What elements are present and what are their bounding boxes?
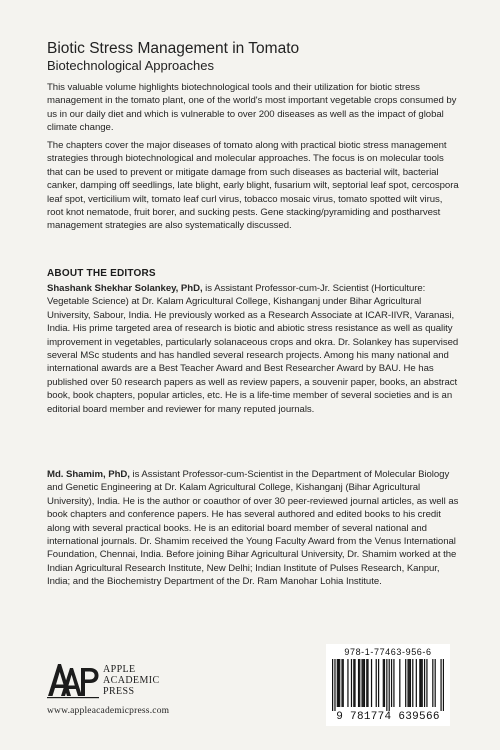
barcode-bar	[334, 659, 335, 711]
barcode-bar	[351, 659, 352, 707]
barcode-bar	[366, 659, 367, 707]
barcode-bar	[359, 659, 360, 707]
book-title: Biotic Stress Management in Tomato	[47, 40, 300, 57]
barcode-digits: 9 781774 639566	[336, 711, 440, 723]
barcode-bar	[332, 659, 333, 711]
editor-1-bio: is Assistant Professor-cum-Jr. Scientist (Horticulture: Vegetable Science) at Dr. Kalam Agricultural College, Kishanganj under Bihar Agricultural University, Sabour, India. He previously worked as a Research Associate at ICAR-IIVR, Varanasi, India. His prime targeted area of research is biotic and abiotic stress resistance as well as quality improvement in vegetables, particularly solanaceous crops and okra. Dr. Solankey has supervised several MSc students and has handled several research projects. Among his many national and international awards are a Best Teacher Award and Best Researcher Award by BAU. He has published over 50 research papers as well as review papers, a souvenir paper, books, an abstract book, book chapters, popular articles, etc. He is a life-time member of several societies and is an editorial board member and reviewer for many reputed journals.	[47, 283, 459, 415]
barcode-bar	[432, 659, 433, 707]
barcode-bar	[443, 659, 444, 711]
publisher-name: APPLE ACADEMIC PRESS	[103, 664, 160, 697]
barcode-bar	[354, 659, 355, 707]
book-subtitle: Biotechnological Approaches	[47, 58, 214, 73]
barcode-bar	[338, 659, 339, 707]
editor-2-name: Md. Shamim, PhD,	[47, 469, 130, 480]
barcode-bar	[337, 659, 338, 707]
description-paragraph-2: The chapters cover the major diseases of tomato along with practical biotic stress management strategies through biotechnological and molecular approaches. The focus is on molecular tools that can be used to prevent or mitigate damage from such diseases as bacterial wilt, bacterial canker, damping off seedlings, late blight, early blight, fusarium wilt, septorial leaf spot, cercospora leaf spot, verticilium wilt, tomato leaf curl virus, tobacco mosaic virus, tomato spotted wilt virus, root knot nematode, fruit borer, and sucking pests. Gene stacking/pyramiding and postharvest management strategies are also systematically discussed.	[47, 140, 459, 232]
barcode-bar	[435, 659, 436, 707]
barcode-bar	[391, 659, 392, 707]
barcode-bar	[386, 659, 387, 711]
barcode-bar	[426, 659, 427, 707]
barcode-bar	[383, 659, 384, 707]
barcode-bar	[339, 659, 340, 707]
barcode-bar	[343, 659, 344, 707]
barcode-bar	[347, 659, 348, 707]
barcode-bar	[363, 659, 364, 707]
barcode-bar	[416, 659, 417, 707]
ean13-barcode-icon	[332, 659, 444, 711]
barcode-bar	[419, 659, 420, 707]
barcode-bar	[358, 659, 359, 707]
isbn-label: 978-1-77463-956-6	[344, 647, 432, 657]
barcode-bar	[393, 659, 394, 707]
barcode-bar	[422, 659, 423, 707]
description-paragraph-1: This valuable volume highlights biotechnological tools and their utilization for biotic stress management in the tomato plant, one of the world's most important vegetable crops consumed by us in our daily diet and which is vulnerable to over 200 diseases as well as the impact of global climate change.	[47, 82, 457, 134]
barcode-bar	[364, 659, 365, 707]
barcode-bar	[389, 659, 390, 711]
barcode-bar	[440, 659, 441, 711]
publisher-logo	[47, 660, 227, 700]
barcode-bar	[367, 659, 368, 707]
editor-1-name: Shashank Shekhar Solankey, PhD,	[47, 283, 203, 294]
barcode-bar	[384, 659, 385, 707]
barcode-bar	[412, 659, 413, 707]
barcode-bar	[405, 659, 406, 707]
editor-2-bio-block	[47, 468, 459, 589]
publisher-website[interactable]: www.appleacademicpress.com	[47, 706, 170, 716]
aap-logo-icon	[47, 660, 99, 700]
barcode-bar	[353, 659, 354, 707]
barcode-bar	[409, 659, 410, 707]
editor-1-bio-block	[47, 282, 459, 416]
about-editors-heading: ABOUT THE EDITORS	[47, 268, 156, 279]
editor-2-bio: is Assistant Professor-cum-Scientist in the Department of Molecular Biology and Genetic Engineering at Dr. Kalam Agricultural College, Kishanganj (Bihar Agricultural University), India. He is the author or coauthor of over 30 peer-reviewed journal articles, as well as book chapters and conference papers. He has several authored and edited books to his credit along with several practical books. He is an editorial board member of several national and international journals. Dr. Shamim received the Young Faculty Award from the Venus International Foundation, Chennai, India. Before joining Bihar Agricultural University, Dr. Shamim worked at the Indian Agricultural Research Institute, New Delhi; Indian Institute of Pulses Research, Kanpur, India; and the Biochemistry Department of the Dr. Ram Manohar Lohia Institute.	[47, 469, 459, 588]
barcode-bar	[378, 659, 379, 707]
barcode-bar	[341, 659, 342, 707]
barcode-bar	[361, 659, 362, 707]
barcode-bar	[420, 659, 421, 707]
barcode-bar	[371, 659, 372, 707]
barcode-bar	[399, 659, 400, 707]
barcode-bar	[424, 659, 425, 707]
isbn-barcode	[326, 644, 450, 726]
barcode-bar	[376, 659, 377, 707]
barcode-bar	[407, 659, 408, 707]
barcode-bar	[410, 659, 411, 707]
